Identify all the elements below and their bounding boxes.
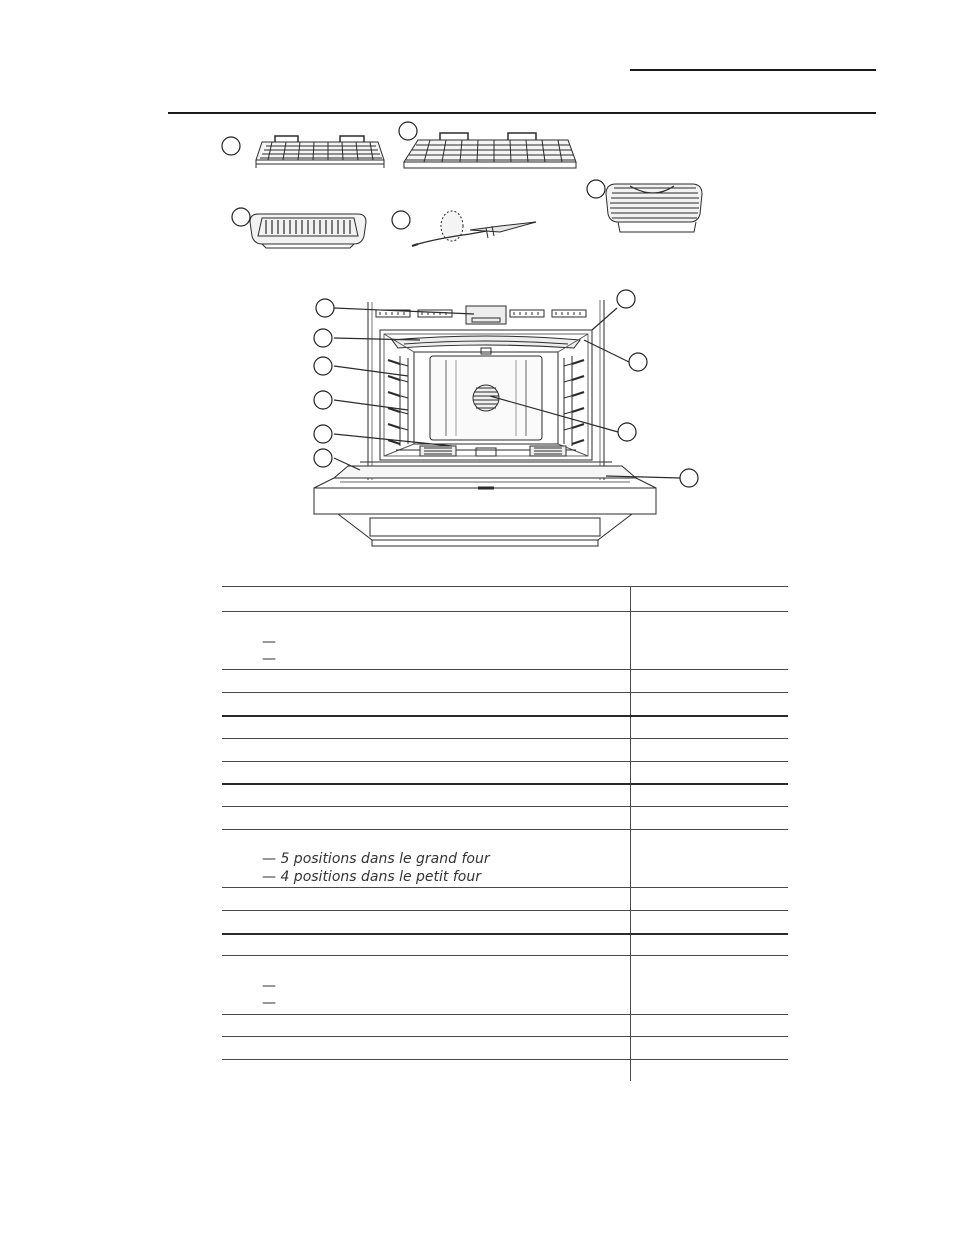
- table-row: [222, 669, 788, 692]
- bake-element: [396, 446, 576, 456]
- table-header-row: [222, 586, 788, 611]
- rack-accessory-icon: [256, 136, 384, 168]
- rack-supports-right: [564, 356, 584, 446]
- rack-supports-left: [388, 356, 408, 446]
- table-row: [222, 806, 788, 829]
- table-end-row: [222, 1059, 788, 1081]
- callout-marker: [232, 208, 250, 226]
- top-vent: [376, 306, 586, 324]
- callout-marker: [316, 299, 334, 317]
- table-row: [222, 1014, 788, 1036]
- table-sub-item: —: [262, 995, 276, 1011]
- callout-marker: [222, 137, 240, 155]
- callout-marker: [399, 122, 417, 140]
- table-sub-item: — 5 positions dans le grand four: [262, 851, 490, 867]
- table-row: [222, 955, 788, 1014]
- oven-illustration: [0, 0, 954, 580]
- extension-rack-accessory-icon: [404, 133, 576, 168]
- table-row: [222, 887, 788, 910]
- callout-marker: [392, 211, 410, 229]
- callout-marker: [314, 357, 332, 375]
- table-row: [222, 910, 788, 933]
- table-sub-item: —: [262, 651, 276, 667]
- callout-marker: [680, 469, 698, 487]
- oven-door: [314, 478, 656, 546]
- table-row: [222, 1036, 788, 1059]
- table-row: [222, 692, 788, 715]
- grill-insert-accessory-icon: [606, 184, 702, 232]
- features-table: [222, 586, 788, 1081]
- table-row: [222, 933, 788, 955]
- table-row: [222, 715, 788, 738]
- table-row: [222, 738, 788, 761]
- callout-marker: [618, 423, 636, 441]
- callout-marker: [314, 391, 332, 409]
- table-sub-item: — 4 positions dans le petit four: [262, 869, 481, 885]
- table-sub-item: —: [262, 978, 276, 994]
- callout-marker: [314, 425, 332, 443]
- callout-marker: [629, 353, 647, 371]
- callout-marker: [314, 329, 332, 347]
- table-row: [222, 783, 788, 806]
- meat-probe-accessory-icon: [412, 211, 536, 246]
- table-row: [222, 761, 788, 783]
- table-sub-item: —: [262, 634, 276, 650]
- callout-marker: [617, 290, 635, 308]
- table-row: [222, 829, 788, 887]
- broil-pan-accessory-icon: [250, 214, 366, 248]
- callout-marker: [587, 180, 605, 198]
- callout-marker: [314, 449, 332, 467]
- broil-element: [392, 336, 580, 348]
- convection-fan: [430, 348, 542, 440]
- table-row: [222, 611, 788, 669]
